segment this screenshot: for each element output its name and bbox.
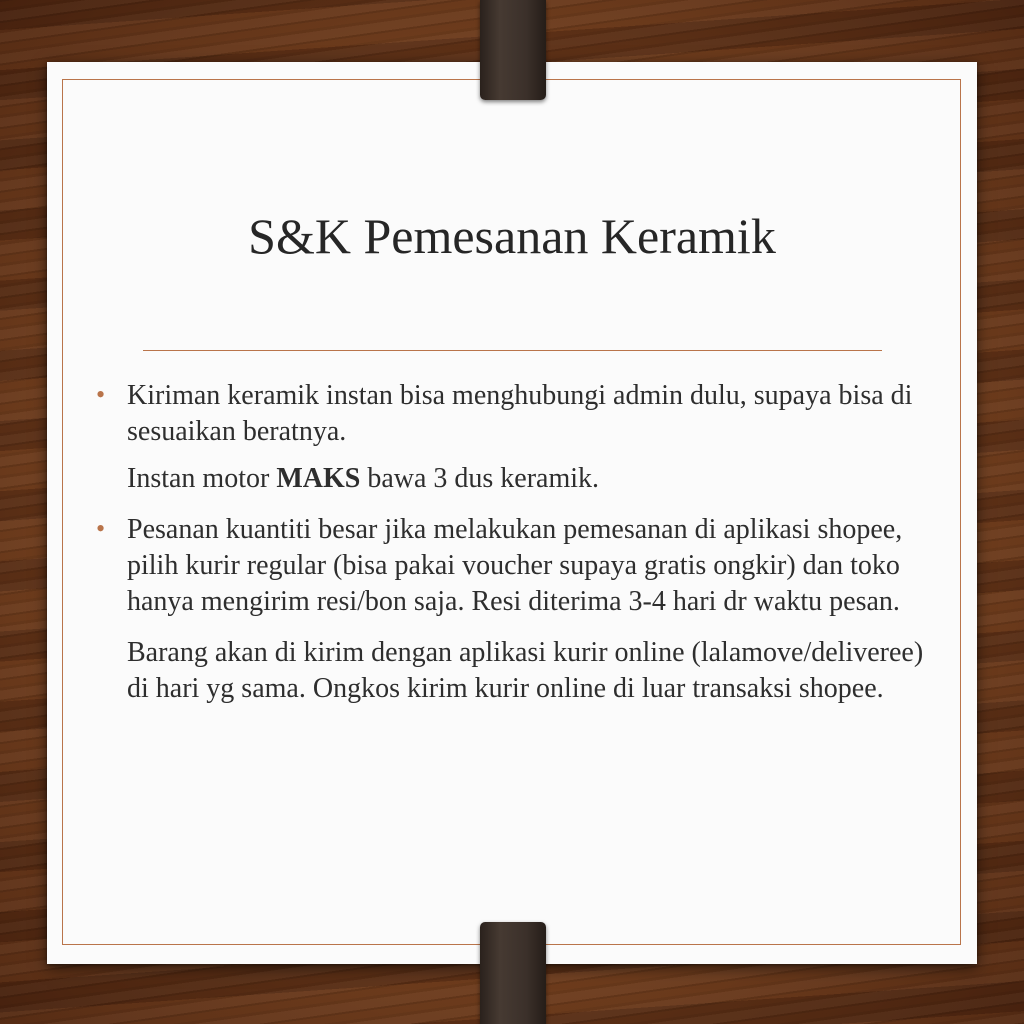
sub-paragraph: Barang akan di kirim dengan aplikasi kurir online (lalamove/deliveree) di hari yg sama. Ongkos kirim kurir online di luar transaksi shopee. (127, 637, 924, 704)
bullet-text: Kiriman keramik instan bisa menghubungi admin dulu, supaya bisa di sesuaikan beratnya. (127, 380, 913, 447)
sub-text-bold: MAKS (276, 463, 361, 494)
bullet-icon: • (96, 380, 106, 409)
slide-title: S&K Pemesanan Keramik (248, 208, 776, 264)
sub-text-before: Instan motor (127, 463, 277, 494)
bottom-strap (480, 922, 546, 1024)
bullet-item (95, 512, 935, 620)
title-divider (143, 350, 882, 351)
slide-body (95, 378, 935, 707)
top-strap (480, 0, 546, 100)
sub-text-after: bawa 3 dus keramik. (360, 463, 600, 494)
bullet-item (95, 378, 935, 450)
bullet-icon: • (96, 514, 106, 543)
bullet-text: Pesanan kuantiti besar jika melakukan pemesanan di aplikasi shopee, pilih kurir regular (bisa pakai voucher supaya gratis ongkir) dan toko hanya mengirim resi/bon saja. Resi diterima 3-4 hari dr waktu pesan. (127, 514, 903, 617)
sub-paragraph (95, 461, 935, 497)
